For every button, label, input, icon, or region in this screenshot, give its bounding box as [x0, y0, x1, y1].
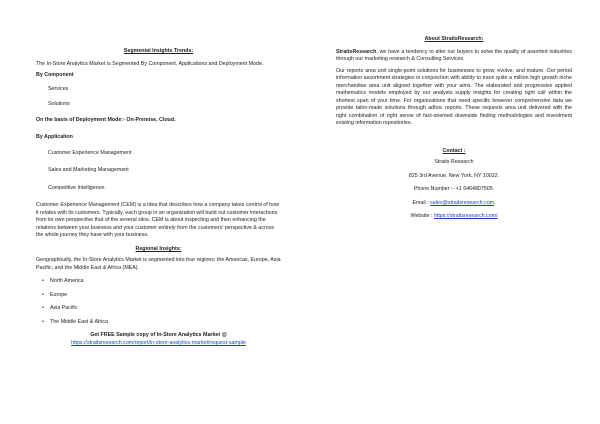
- about-heading: About StraitsResearch:: [424, 36, 484, 42]
- application-item-cem: Customer Experience Management: [48, 149, 132, 156]
- about-brand: StraitsResearch: [336, 48, 377, 55]
- regional-insights-heading: Regional Insights:: [135, 245, 182, 252]
- email-suffix: .: [494, 199, 496, 206]
- sample-copy-heading: Get FREE Sample copy of In-Store Analytics Market @: [90, 332, 227, 339]
- contact-phone: Phone Number :- +1 6464807505.: [413, 186, 495, 193]
- application-item-sales: Sales and Marketing Management: [48, 167, 129, 174]
- left-column: [36, 48, 281, 347]
- region-item: • North America: [50, 278, 281, 286]
- regions-list: [36, 278, 281, 326]
- segmented-intro: The In-Store Analytics Market is Segmented By Component, Applications and Deployment Mode.: [36, 60, 264, 67]
- application-item-competitive: Competitive Intelligence.: [48, 184, 106, 191]
- contact-website-line: [336, 213, 572, 221]
- contact-company-name: Straits Research: [434, 159, 474, 166]
- cem-paragraph: Customer Experience Management (CEM) is a idea that describes how a company takes control of how it relates with its customers. Typically, each group in an organization will build out customer interactions from its own perspective that of the several silos. CEM is about inspecting and then enhancing the relations between your business and your customer entirely from the customers' perspective & across the whole journey they have with your business.: [36, 202, 279, 239]
- email-label: Email :: [412, 199, 431, 206]
- about-paragraph-1-text: , we have a tendency to alter our buyers to solve the quality of assorted industries through our marketing research & Consulting Services.: [336, 48, 572, 63]
- email-link[interactable]: sales@straitsresearch.com: [430, 199, 495, 206]
- segmental-insights-heading: Segmental Insights Trends:: [123, 48, 194, 54]
- component-item-services: Services: [48, 85, 69, 92]
- region-item: • The Middle East & Africa: [50, 319, 281, 327]
- component-item-solutions: Solutions: [48, 101, 70, 108]
- contact-address: 825 3rd Avenue, New York, NY 10022.: [408, 172, 500, 179]
- deployment-mode-line: On the basis of Deployment Mode:- On-Premise, Cloud.: [36, 116, 176, 123]
- by-component-label: By Component: [36, 72, 74, 79]
- website-label: Website :: [410, 213, 434, 220]
- by-application-label: By Application: [36, 134, 73, 141]
- right-column: [336, 36, 572, 221]
- about-paragraph-2: Our reports area unit single-point solutions for businesses to grow, evolve, and mature. Our period information assortment strategies in conjunction with ability to trace quite a million high growth niche merchandise area unit aligned together with your aims. The elaborated and progressive applied mathematics models employed by our analysts supply insights for creating right call within the shortest span of your time. For organizations that need specific however comprehensive data we provide tailor-made solutions through adhoc reports. These requests area unit delivered with the right combination of right sense of fact-oriented downside finding methodologies and investment existing information repositories.: [336, 67, 572, 127]
- regional-intro: Geographically, the In-Store Analytics Market is segmented into four regions: the Americas, Europe, Asia Pacific, and the Middle East & Africa (MEA).: [36, 257, 281, 271]
- about-paragraph-1: [336, 49, 572, 64]
- contact-heading: Contact :: [442, 147, 466, 154]
- region-item: • Asia Pacific: [50, 305, 281, 313]
- region-item: • Europe: [50, 292, 281, 300]
- website-link[interactable]: https://straitsresearch.com/: [433, 213, 498, 220]
- contact-email-line: [336, 200, 572, 208]
- sample-request-link[interactable]: https://straitsresearch.com/report/in-store-analytics-market/request-sample: [71, 339, 246, 346]
